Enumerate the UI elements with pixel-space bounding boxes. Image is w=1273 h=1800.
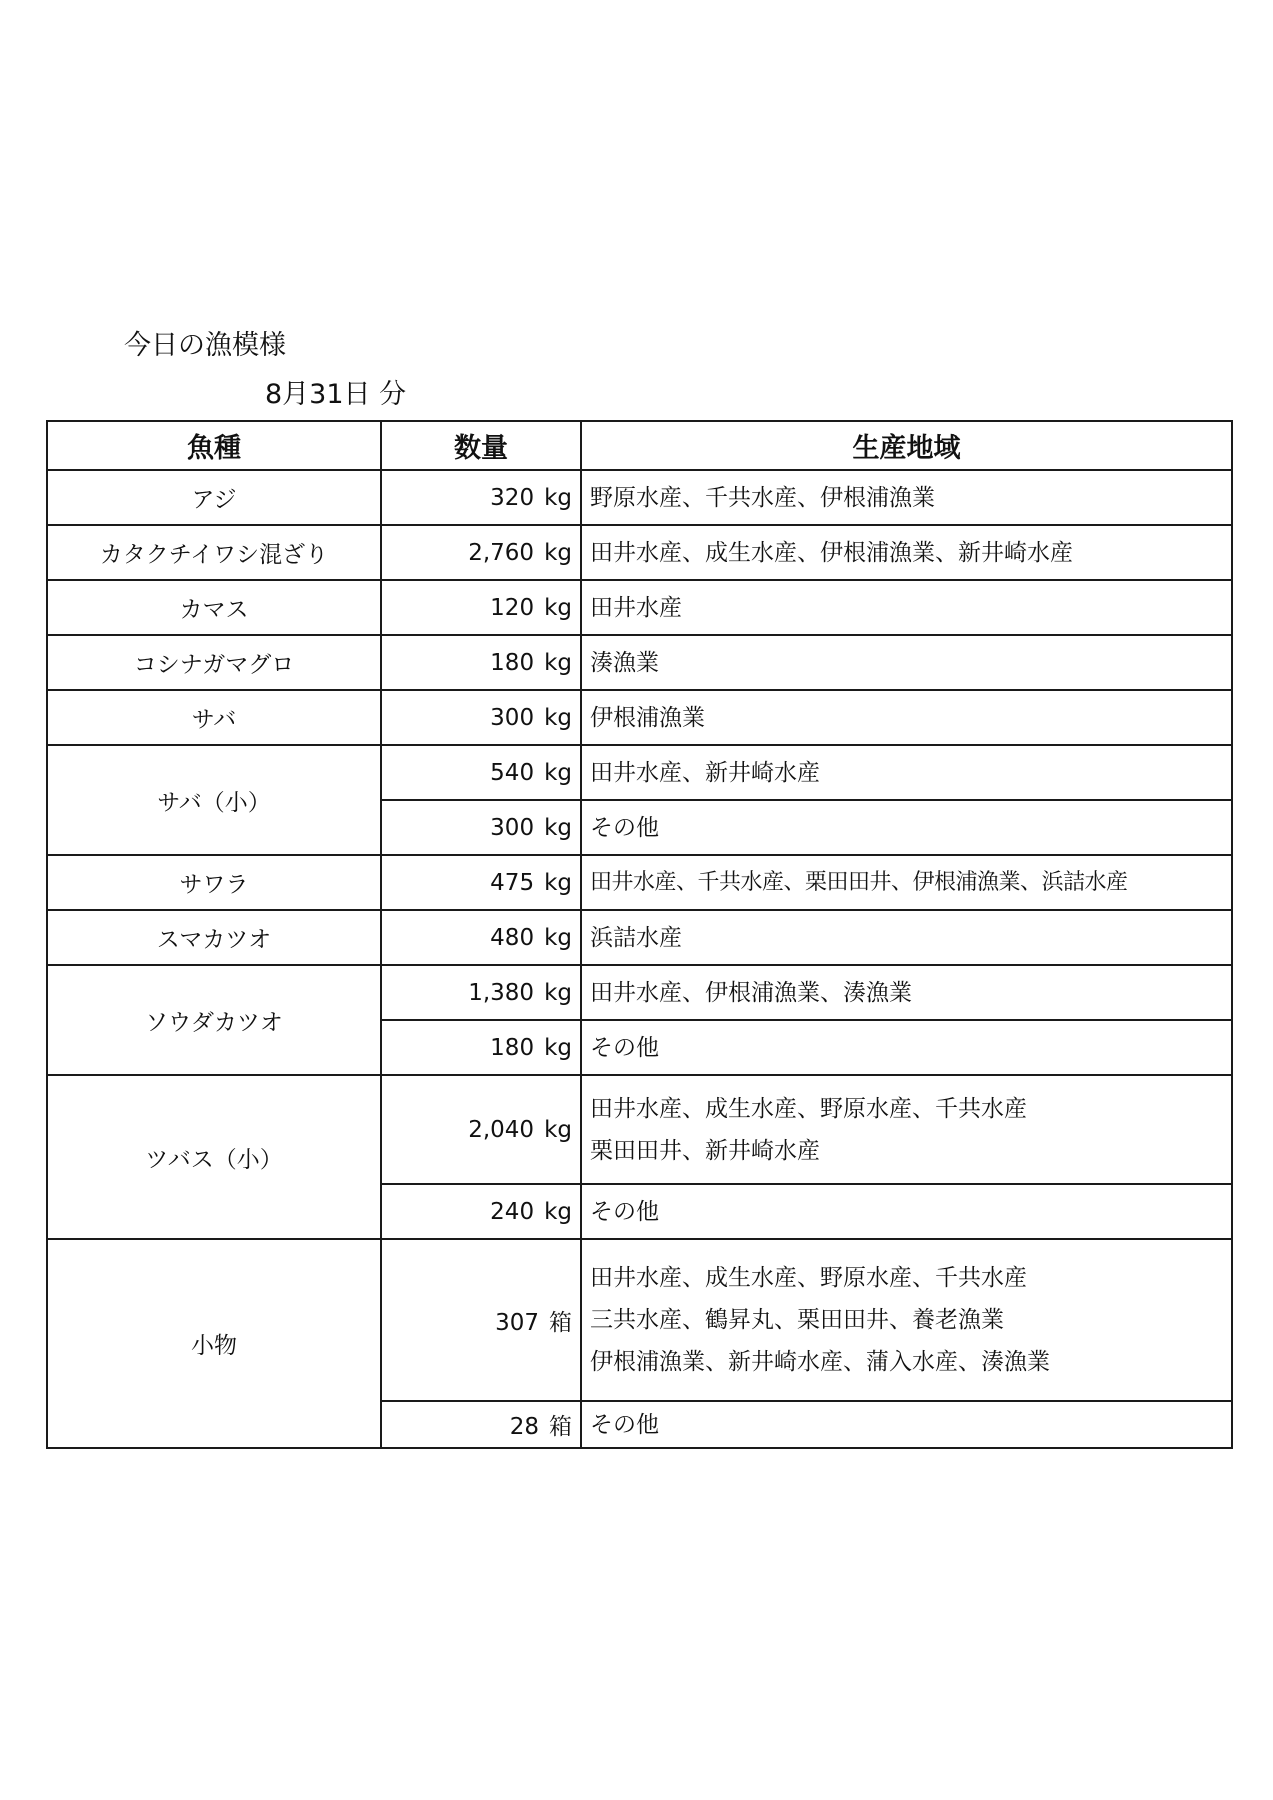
region-cell: [581, 635, 1232, 690]
region-cell: [581, 965, 1232, 1020]
quantity-value: 180: [490, 649, 535, 676]
region-line: 田井水産、成生水産、野原水産、千共水産: [590, 1265, 1027, 1291]
table-row: [47, 525, 1232, 580]
quantity-value: 307: [495, 1309, 539, 1336]
header-row: [47, 421, 1232, 470]
region-cell: [581, 1020, 1232, 1075]
region-line: その他: [590, 1198, 659, 1225]
quantity-unit: kg: [544, 484, 572, 511]
header-species: 魚種: [47, 421, 381, 470]
region-line: 田井水産、成生水産、野原水産、千共水産: [590, 1095, 1027, 1122]
quantity-value: 300: [490, 704, 535, 731]
region-cell: [581, 910, 1232, 965]
page-title: 今日の漁模様: [124, 330, 286, 361]
species-cell: サバ: [47, 690, 381, 745]
region-cell: [581, 470, 1232, 525]
region-line: 浜詰水産: [590, 924, 682, 951]
region-line: 野原水産、千共水産、伊根浦漁業: [590, 484, 935, 511]
species-cell: ツバス（小）: [47, 1075, 381, 1239]
region-line: その他: [590, 814, 659, 841]
region-cell: [581, 580, 1232, 635]
quantity-cell: [381, 800, 581, 855]
quantity-value: 1,380: [468, 979, 535, 1006]
quantity-unit: kg: [544, 869, 572, 896]
quantity-unit: kg: [544, 759, 572, 786]
quantity-unit: kg: [544, 539, 572, 566]
quantity-value: 120: [490, 594, 535, 621]
quantity-value: 2,040: [468, 1116, 535, 1143]
table-row: [47, 1075, 1232, 1184]
table-row: [47, 745, 1232, 800]
region-line: 湊漁業: [590, 649, 659, 676]
region-cell: [581, 1075, 1232, 1184]
quantity-unit: kg: [544, 649, 572, 676]
table-row: [47, 965, 1232, 1020]
region-line: 田井水産: [590, 594, 682, 621]
table-row: [47, 470, 1232, 525]
quantity-unit: kg: [544, 704, 572, 731]
quantity-cell: [381, 1075, 581, 1184]
region-cell: [581, 1401, 1232, 1448]
region-line: 伊根浦漁業、新井崎水産、蒲入水産、湊漁業: [590, 1349, 1050, 1375]
quantity-cell: [381, 855, 581, 910]
quantity-value: 240: [490, 1198, 535, 1225]
species-cell: アジ: [47, 470, 381, 525]
region-cell: [581, 525, 1232, 580]
region-line: 栗田田井、新井崎水産: [590, 1137, 820, 1164]
quantity-cell: [381, 1184, 581, 1239]
quantity-value: 300: [490, 814, 535, 841]
quantity-unit: 箱: [549, 1309, 572, 1336]
region-cell: [581, 1184, 1232, 1239]
date-label: 8月31日 分: [265, 379, 407, 410]
quantity-unit: kg: [544, 1034, 572, 1061]
table-row: [47, 635, 1232, 690]
table-row: [47, 580, 1232, 635]
quantity-value: 2,760: [468, 539, 535, 566]
region-line: 田井水産、伊根浦漁業、湊漁業: [590, 979, 912, 1006]
table-row: [47, 1239, 1232, 1401]
quantity-value: 320: [490, 484, 535, 511]
quantity-unit: kg: [544, 924, 572, 951]
catch-table: [46, 420, 1233, 1449]
species-cell: サワラ: [47, 855, 381, 910]
species-cell: 小物: [47, 1239, 381, 1448]
region-line: その他: [590, 1034, 659, 1061]
quantity-unit: kg: [544, 594, 572, 621]
species-cell: スマカツオ: [47, 910, 381, 965]
quantity-unit: 箱: [549, 1414, 572, 1440]
quantity-unit: kg: [544, 1116, 572, 1143]
quantity-cell: [381, 745, 581, 800]
table-row: [47, 855, 1232, 910]
quantity-value: 475: [490, 869, 535, 896]
quantity-cell: [381, 690, 581, 745]
region-cell: [581, 1239, 1232, 1401]
region-cell: [581, 690, 1232, 745]
species-cell: コシナガマグロ: [47, 635, 381, 690]
quantity-value: 28: [509, 1414, 539, 1440]
species-cell: カマス: [47, 580, 381, 635]
quantity-value: 180: [490, 1034, 535, 1061]
quantity-unit: kg: [544, 979, 572, 1006]
header-quantity: 数量: [381, 421, 581, 470]
species-cell: ソウダカツオ: [47, 965, 381, 1075]
quantity-cell: [381, 1401, 581, 1448]
table-row: [47, 910, 1232, 965]
quantity-cell: [381, 1020, 581, 1075]
quantity-cell: [381, 965, 581, 1020]
region-line: 田井水産、新井崎水産: [590, 759, 820, 786]
table-row: [47, 690, 1232, 745]
quantity-cell: [381, 470, 581, 525]
quantity-cell: [381, 910, 581, 965]
region-line: 伊根浦漁業: [590, 704, 705, 731]
species-cell: カタクチイワシ混ざり: [47, 525, 381, 580]
quantity-value: 480: [490, 924, 535, 951]
quantity-unit: kg: [544, 1198, 572, 1225]
species-cell: サバ（小）: [47, 745, 381, 855]
region-line: 田井水産、千共水産、栗田田井、伊根浦漁業、浜詰水産: [590, 869, 1128, 895]
region-cell: [581, 855, 1232, 910]
quantity-unit: kg: [544, 814, 572, 841]
region-line: 田井水産、成生水産、伊根浦漁業、新井崎水産: [590, 539, 1073, 566]
quantity-cell: [381, 525, 581, 580]
region-cell: [581, 745, 1232, 800]
quantity-value: 540: [490, 759, 535, 786]
region-line: その他: [590, 1411, 659, 1438]
quantity-cell: [381, 635, 581, 690]
quantity-cell: [381, 1239, 581, 1401]
region-line: 三共水産、鶴昇丸、栗田田井、養老漁業: [590, 1307, 1004, 1333]
quantity-cell: [381, 580, 581, 635]
region-cell: [581, 800, 1232, 855]
header-region: 生産地域: [581, 421, 1232, 470]
